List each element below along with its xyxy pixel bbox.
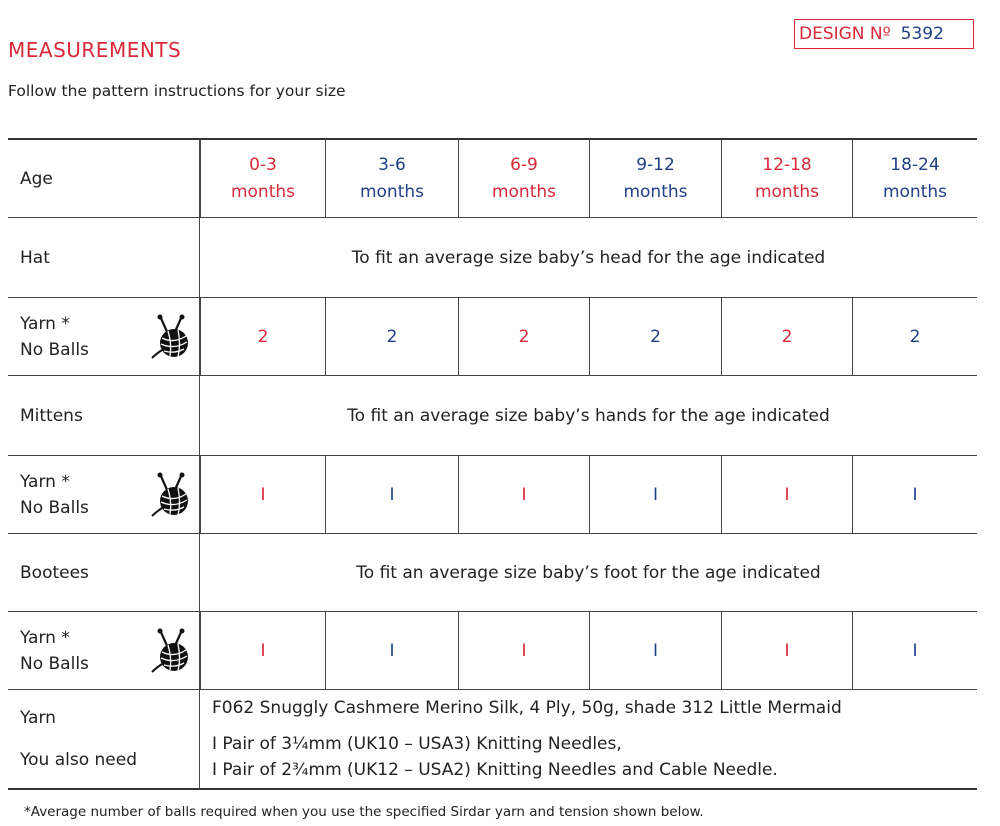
design-number-box	[794, 19, 974, 49]
bootees-label: Bootees	[8, 534, 200, 611]
mittens-yarn-4: I	[721, 456, 852, 533]
yarn-info-labels	[8, 690, 200, 788]
mittens-yarn-2: I	[458, 456, 589, 533]
bootees-yarn-row	[8, 612, 977, 690]
hat-yarn-label: Yarn * No Balls	[8, 298, 200, 375]
bootees-yarn-0: I	[200, 612, 325, 689]
yarn-ball-needles-icon	[148, 628, 194, 674]
bootees-yarn-1: I	[325, 612, 458, 689]
hat-yarn-3: 2	[589, 298, 721, 375]
hat-yarn-5: 2	[852, 298, 977, 375]
age-label: Age	[8, 140, 200, 217]
design-number: 5392	[900, 24, 944, 44]
hat-row	[8, 218, 977, 298]
hat-yarn-1: 2	[325, 298, 458, 375]
bootees-yarn-2: I	[458, 612, 589, 689]
bootees-yarn-label: Yarn * No Balls	[8, 612, 200, 689]
mittens-yarn-0: I	[200, 456, 325, 533]
age-row	[8, 140, 977, 218]
mittens-fit-text: To fit an average size baby’s hands for the age indicated	[347, 405, 830, 426]
hat-yarn-2: 2	[458, 298, 589, 375]
mittens-label: Mittens	[8, 376, 200, 455]
footnote: *Average number of balls required when you use the specified Sirdar yarn and tension shown below.	[24, 804, 704, 820]
need-line-1: I Pair of 3¼mm (UK10 – USA3) Knitting Needles,	[212, 734, 622, 754]
mittens-yarn-3: I	[589, 456, 721, 533]
yarn-label: Yarn	[20, 708, 56, 728]
mittens-yarn-5: I	[852, 456, 977, 533]
mittens-yarn-label: Yarn * No Balls	[8, 456, 200, 533]
age-col-5: 18-24 months	[852, 140, 977, 217]
mittens-yarn-1: I	[325, 456, 458, 533]
page-title: MEASUREMENTS	[8, 38, 182, 62]
mittens-yarn-row	[8, 456, 977, 534]
hat-yarn-0: 2	[200, 298, 325, 375]
yarn-ball-needles-icon	[148, 314, 194, 360]
bootees-yarn-3: I	[589, 612, 721, 689]
age-col-3: 9-12 months	[589, 140, 721, 217]
measurements-table	[8, 138, 977, 790]
age-col-1: 3-6 months	[325, 140, 458, 217]
yarn-info-row	[8, 690, 977, 788]
mittens-row	[8, 376, 977, 456]
need-line-2: I Pair of 2¾mm (UK12 – USA2) Knitting Needles and Cable Needle.	[212, 760, 778, 780]
age-col-2: 6-9 months	[458, 140, 589, 217]
bootees-yarn-4: I	[721, 612, 852, 689]
bootees-fit-text: To fit an average size baby’s foot for the age indicated	[356, 562, 821, 583]
need-label: You also need	[20, 750, 137, 770]
yarn-info-text	[200, 690, 977, 788]
design-label: DESIGN Nº	[799, 24, 891, 44]
bootees-yarn-5: I	[852, 612, 977, 689]
age-col-0: 0-3 months	[200, 140, 325, 217]
hat-fit-text: To fit an average size baby’s head for the age indicated	[351, 247, 826, 268]
subtitle: Follow the pattern instructions for your size	[8, 82, 346, 100]
hat-yarn-row	[8, 298, 977, 376]
age-col-4: 12-18 months	[721, 140, 852, 217]
hat-label: Hat	[8, 218, 200, 297]
hat-yarn-4: 2	[721, 298, 852, 375]
yarn-text: F062 Snuggly Cashmere Merino Silk, 4 Ply, 50g, shade 312 Little Mermaid	[212, 698, 842, 718]
yarn-ball-needles-icon	[148, 472, 194, 518]
bootees-row	[8, 534, 977, 612]
